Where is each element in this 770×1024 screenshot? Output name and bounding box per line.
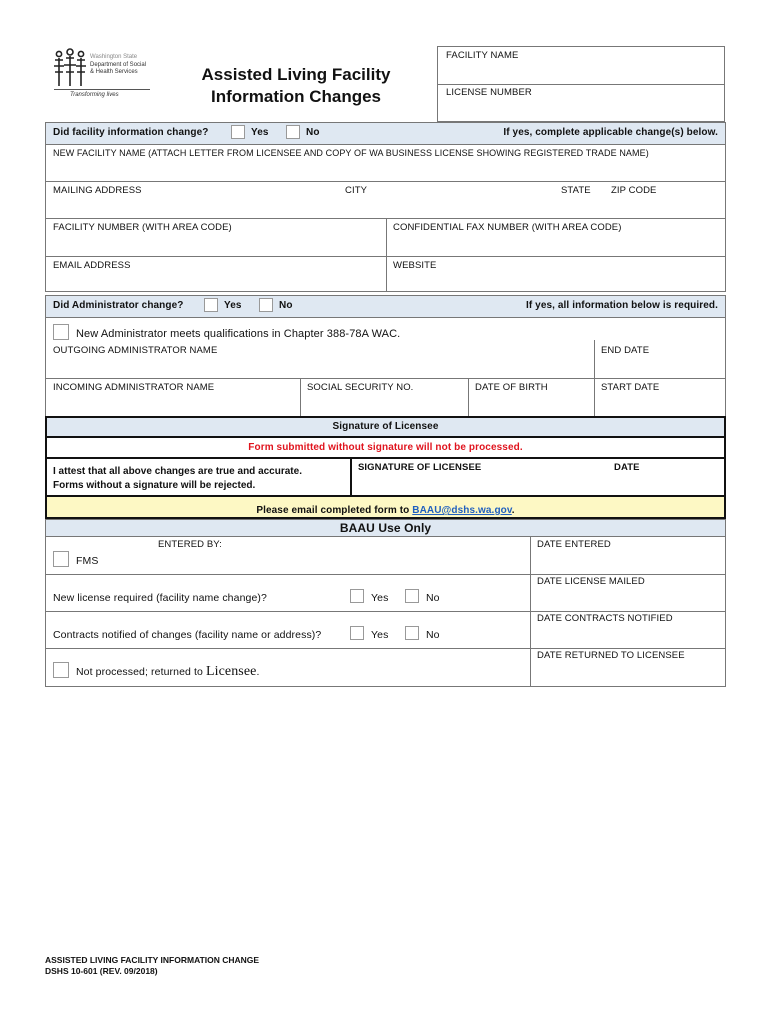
city-field[interactable]: CITY (345, 185, 368, 196)
admin-change-question: Did Administrator change? (53, 300, 184, 311)
contracts-question: Contracts notified of changes (facility name or address)? (53, 629, 322, 641)
email-address-field[interactable]: EMAIL ADDRESS (53, 260, 131, 271)
website-field[interactable]: WEBSITE (393, 260, 437, 271)
end-date-field[interactable]: END DATE (601, 345, 650, 356)
date-returned-field[interactable]: DATE RETURNED TO LICENSEE (537, 650, 685, 661)
facility-number-field[interactable]: FACILITY NUMBER (WITH AREA CODE) (53, 222, 232, 233)
new-license-no-label: No (426, 592, 440, 604)
dshs-logo-icon (52, 48, 88, 88)
fms-checkbox[interactable] (53, 551, 69, 567)
form-footer: ASSISTED LIVING FACILITY INFORMATION CHANGE DSHS 10-601 (REV. 09/2018) (45, 955, 260, 976)
admin-change-yes-label: Yes (224, 300, 242, 311)
new-license-yes-checkbox[interactable] (350, 589, 364, 603)
entered-by-field[interactable]: ENTERED BY: (158, 539, 222, 550)
signature-date-field[interactable]: DATE (614, 462, 640, 473)
contracts-yes-checkbox[interactable] (350, 626, 364, 640)
new-license-no-checkbox[interactable] (405, 589, 419, 603)
date-entered-field[interactable]: DATE ENTERED (537, 539, 611, 550)
facility-change-no-checkbox[interactable] (286, 125, 300, 139)
facility-change-instruction: If yes, complete applicable change(s) below. (503, 127, 718, 138)
confidential-fax-field[interactable]: CONFIDENTIAL FAX NUMBER (WITH AREA CODE) (393, 222, 622, 233)
not-processed-checkbox[interactable] (53, 662, 69, 678)
logo-text: Washington State Department of Social & Health Services (90, 54, 147, 75)
admin-change-instruction: If yes, all information below is required. (525, 300, 718, 311)
start-date-field[interactable]: START DATE (601, 382, 660, 393)
signature-of-licensee-field[interactable]: SIGNATURE OF LICENSEE (358, 462, 482, 473)
attestation-text: I attest that all above changes are true and accurate. Forms without a signature will be rejected. (53, 466, 302, 491)
date-contracts-notified-field[interactable]: DATE CONTRACTS NOTIFIED (537, 613, 673, 624)
baau-section-title: BAAU Use Only (339, 521, 432, 535)
facility-change-no-label: No (306, 127, 320, 138)
facility-change-yes-label: Yes (251, 127, 269, 138)
facility-name-field[interactable]: FACILITY NAME (446, 50, 519, 61)
email-instruction: Please email completed form to BAAU@dshs.wa.gov. (256, 505, 515, 516)
contracts-yes-label: Yes (371, 629, 389, 641)
contracts-no-label: No (426, 629, 440, 641)
new-license-yes-label: Yes (371, 592, 389, 604)
date-license-mailed-field[interactable]: DATE LICENSE MAILED (537, 576, 645, 587)
signature-section-title: Signature of Licensee (332, 421, 439, 432)
facility-change-question: Did facility information change? (53, 127, 209, 138)
new-facility-name-field[interactable]: NEW FACILITY NAME (ATTACH LETTER FROM LICENSEE AND COPY OF WA BUSINESS LICENSE SHOWING REGISTERED TRADE NAME) (53, 148, 649, 158)
contracts-no-checkbox[interactable] (405, 626, 419, 640)
signature-warning: Form submitted without signature will not be processed. (248, 442, 523, 453)
page-title: Assisted Living Facility Information Changes (201, 65, 391, 106)
admin-change-no-checkbox[interactable] (259, 298, 273, 312)
outgoing-admin-field[interactable]: OUTGOING ADMINISTRATOR NAME (53, 345, 218, 356)
zip-code-field[interactable]: ZIP CODE (611, 185, 657, 196)
fms-label: FMS (76, 555, 99, 567)
new-license-question: New license required (facility name change)? (53, 592, 267, 604)
admin-change-yes-checkbox[interactable] (204, 298, 218, 312)
qualifications-checkbox[interactable] (53, 324, 69, 340)
logo-divider (54, 89, 150, 90)
dshs-logo (50, 48, 160, 102)
date-of-birth-field[interactable]: DATE OF BIRTH (475, 382, 548, 393)
not-processed-label: Not processed; returned to Licensee. (76, 664, 260, 679)
admin-change-no-label: No (279, 300, 293, 311)
baau-email-link[interactable]: BAAU@dshs.wa.gov (412, 505, 512, 516)
incoming-admin-field[interactable]: INCOMING ADMINISTRATOR NAME (53, 382, 215, 393)
qualifications-label: New Administrator meets qualifications in Chapter 388-78A WAC. (76, 328, 401, 340)
state-field[interactable]: STATE (561, 185, 591, 196)
license-number-field[interactable]: LICENSE NUMBER (446, 87, 532, 98)
logo-tagline: Transforming lives (70, 92, 119, 98)
ssn-field[interactable]: SOCIAL SECURITY NO. (307, 382, 414, 393)
facility-change-yes-checkbox[interactable] (231, 125, 245, 139)
mailing-address-field[interactable]: MAILING ADDRESS (53, 185, 142, 196)
